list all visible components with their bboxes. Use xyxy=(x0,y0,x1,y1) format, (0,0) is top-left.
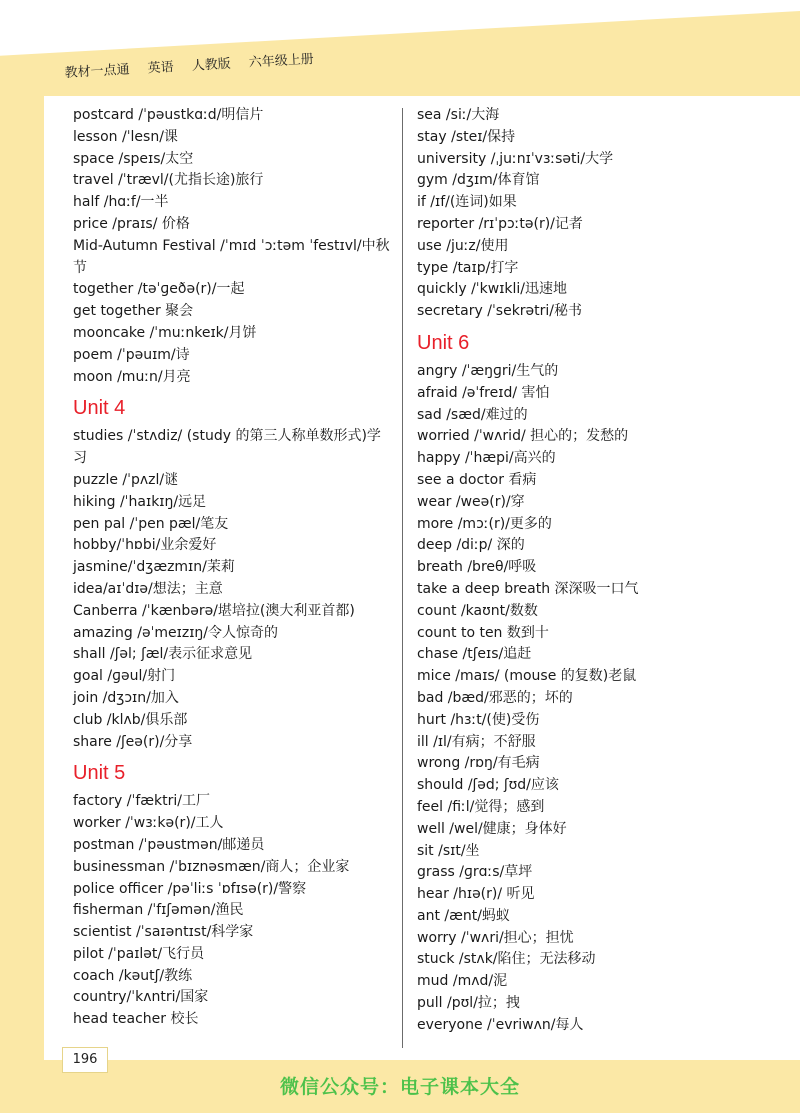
vocab-entry: mooncake /ˈmuːnkeɪk/月饼 xyxy=(73,324,257,341)
vocab-entry: studies /ˈstʌdiz/ (study 的第三人称单数形式)学习 xyxy=(73,428,381,467)
vocab-entry: well /wel/健康；身体好 xyxy=(417,820,567,837)
vocab-entry: worried /ˈwʌrid/ 担心的；发愁的 xyxy=(417,428,629,445)
left-column xyxy=(73,105,393,1031)
vocab-entry: join /dʒɔɪn/加入 xyxy=(73,689,179,706)
vocab-entry: jasmine/ˈdʒæzmɪn/茉莉 xyxy=(73,559,235,576)
vocab-entry: pull /pʊl/拉；拽 xyxy=(417,995,520,1012)
vocab-entry: quickly /ˈkwɪkli/迅速地 xyxy=(417,281,568,298)
vocab-entry: mud /mʌd/泥 xyxy=(417,973,508,990)
vocab-entry: lesson /ˈlesn/课 xyxy=(73,128,178,145)
vocab-entry: secretary /ˈsekrətri/秘书 xyxy=(417,303,583,320)
vocab-entry: factory /ˈfæktri/工厂 xyxy=(73,793,210,810)
vocab-entry: stay /steɪ/保持 xyxy=(417,128,516,145)
unit-4-heading: Unit 4 xyxy=(73,397,126,420)
vocab-entry: type /taɪp/打字 xyxy=(417,259,519,276)
vocab-entry: use /juːz/使用 xyxy=(417,237,509,254)
vocab-entry: everyone /ˈevriwʌn/每人 xyxy=(417,1016,584,1033)
vocab-entry: moon /muːn/月亮 xyxy=(73,368,191,385)
vocab-entry: happy /ˈhæpi/高兴的 xyxy=(417,450,556,467)
vocab-entry: wrong /rɒŋ/有毛病 xyxy=(417,755,540,772)
vocab-entry: hiking /ˈhaɪkɪŋ/远足 xyxy=(73,493,207,510)
vocab-entry: see a doctor 看病 xyxy=(417,471,537,488)
vocab-entry: mice /maɪs/ (mouse 的复数)老鼠 xyxy=(417,668,637,685)
vocab-entry: sea /siː/大海 xyxy=(417,107,500,123)
vocab-entry: amazing /əˈmeɪzɪŋ/令人惊奇的 xyxy=(73,624,279,641)
vocab-entry: Canberra /ˈkænbərə/堪培拉(澳大利亚首都) xyxy=(73,602,355,619)
vocab-entry: coach /kəutʃ/教练 xyxy=(73,967,193,984)
vocab-entry: university /ˌjuːnɪˈvɜːsəti/大学 xyxy=(417,150,614,167)
vocab-entry: Mid-Autumn Festival /ˈmɪd ˈɔːtəm ˈfestɪvl/中秋节 xyxy=(73,237,390,276)
vocab-entry: postman /ˈpəustmən/邮递员 xyxy=(73,836,265,853)
header-edition: 人教版 xyxy=(191,56,232,74)
vocab-entry: more /mɔː(r)/更多的 xyxy=(417,515,552,532)
vocab-entry: sit /sɪt/坐 xyxy=(417,842,480,859)
vocab-entry: postcard /ˈpəustkɑːd/明信片 xyxy=(73,107,264,123)
vocab-list-unit5-end xyxy=(417,105,787,323)
vocab-entry: afraid /əˈfreɪd/ 害怕 xyxy=(417,384,550,401)
vocab-list-unit3-end xyxy=(73,105,393,388)
vocab-entry: if /ɪf/(连词)如果 xyxy=(417,194,517,211)
vocab-entry: hobby/ˈhɒbi/业余爱好 xyxy=(73,537,217,554)
vocab-list-unit5 xyxy=(73,791,393,1031)
vocab-entry: fisherman /ˈfɪʃəmən/渔民 xyxy=(73,902,244,919)
vocab-entry: scientist /ˈsaɪəntɪst/科学家 xyxy=(73,924,254,941)
vocab-entry: count to ten 数到十 xyxy=(417,624,549,641)
vocab-entry: idea/aɪˈdɪə/想法；主意 xyxy=(73,580,223,597)
vocab-entry: shall /ʃəl; ʃæl/表示征求意见 xyxy=(73,646,253,663)
unit-5-heading: Unit 5 xyxy=(73,762,126,785)
vocab-entry: deep /diːp/ 深的 xyxy=(417,537,525,554)
vocab-entry: reporter /rɪˈpɔːtə(r)/记者 xyxy=(417,215,583,232)
vocab-entry: count /kaʊnt/数数 xyxy=(417,602,538,619)
vocab-entry: breath /breθ/呼吸 xyxy=(417,559,537,576)
vocab-entry: ill /ɪl/有病；不舒服 xyxy=(417,733,536,750)
unit-6-heading: Unit 6 xyxy=(417,331,470,354)
vocab-list-unit6 xyxy=(417,361,787,1037)
vocab-entry: gym /dʒɪm/体育馆 xyxy=(417,172,540,189)
vocab-entry: hurt /hɜːt/(使)受伤 xyxy=(417,711,540,728)
vocab-entry: police officer /pəˈliːs ˈɒfɪsə(r)/警察 xyxy=(73,880,307,897)
vocab-entry: half /hɑːf/一半 xyxy=(73,194,169,211)
vocab-entry: country/ˈkʌntri/国家 xyxy=(73,989,209,1006)
vocab-entry: bad /bæd/邪恶的；坏的 xyxy=(417,689,573,706)
vocab-entry: club /klʌb/俱乐部 xyxy=(73,711,188,728)
vocab-entry: businessman /ˈbɪznəsmæn/商人；企业家 xyxy=(73,858,350,875)
vocab-entry: pen pal /ˈpen pæl/笔友 xyxy=(73,515,229,532)
vocab-entry: worry /ˈwʌri/担心；担忧 xyxy=(417,929,574,946)
vocab-entry: ant /ænt/蚂蚁 xyxy=(417,907,510,924)
vocab-entry: wear /weə(r)/穿 xyxy=(417,493,525,510)
left-edge-decoration xyxy=(0,96,44,1113)
vocab-entry: get together 聚会 xyxy=(73,303,194,320)
vocab-entry: head teacher 校长 xyxy=(73,1011,199,1028)
vocab-entry: puzzle /ˈpʌzl/谜 xyxy=(73,471,179,488)
vocab-entry: pilot /ˈpaɪlət/飞行员 xyxy=(73,945,205,962)
vocab-entry: share /ʃeə(r)/分享 xyxy=(73,733,193,750)
vocab-entry: sad /sæd/难过的 xyxy=(417,406,528,423)
vocab-entry: worker /ˈwɜːkə(r)/工人 xyxy=(73,815,224,832)
vocab-entry: travel /ˈtrævl/(尤指长途)旅行 xyxy=(73,172,264,189)
header-series: 教材一点通 xyxy=(64,62,130,81)
vocab-entry: grass /ɡrɑːs/草坪 xyxy=(417,864,533,881)
vocab-entry: feel /fiːl/觉得；感到 xyxy=(417,798,545,815)
header-subject: 英语 xyxy=(147,59,175,77)
vocab-entry: angry /ˈæŋɡri/生气的 xyxy=(417,362,559,379)
vocab-entry: chase /tʃeɪs/追赶 xyxy=(417,646,532,663)
right-column xyxy=(417,105,787,1037)
page-number: 196 xyxy=(62,1047,108,1073)
top-edge-decoration xyxy=(0,0,800,110)
column-divider xyxy=(402,108,403,1048)
vocab-entry: together /təˈɡeðə(r)/一起 xyxy=(73,281,245,298)
vocab-entry: hear /hɪə(r)/ 听见 xyxy=(417,886,535,903)
vocab-entry: take a deep breath 深深吸一口气 xyxy=(417,580,639,597)
header-grade: 六年级上册 xyxy=(248,52,315,71)
vocab-entry: stuck /stʌk/陷住；无法移动 xyxy=(417,951,596,968)
vocab-entry: should /ʃəd; ʃʊd/应该 xyxy=(417,777,559,794)
vocab-entry: goal /ɡəul/射门 xyxy=(73,668,176,685)
vocab-list-unit4 xyxy=(73,426,393,753)
vocab-entry: space /speɪs/太空 xyxy=(73,150,194,167)
vocab-entry: price /praɪs/ 价格 xyxy=(73,215,190,232)
watermark-text: 微信公众号：电子课本大全 xyxy=(279,1076,520,1098)
vocab-entry: poem /ˈpəuɪm/诗 xyxy=(73,346,190,363)
